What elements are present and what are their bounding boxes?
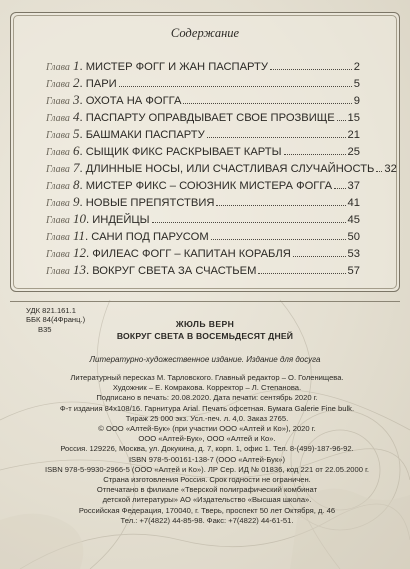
chapter-page-number: 5 <box>353 78 360 90</box>
chapter-word: Глава <box>46 215 70 226</box>
chapter-title: ОХОТА НА ФОГГА <box>85 95 182 107</box>
chapter-number: 13 <box>73 262 86 277</box>
book-title: ВОКРУГ СВЕТА В ВОСЕМЬДЕСЯТ ДНЕЙ <box>116 331 294 341</box>
toc-entry <box>46 228 360 244</box>
toc-entry <box>46 92 360 108</box>
chapter-word: Глава <box>46 249 70 260</box>
dot-leader <box>211 239 346 240</box>
imprint-line: © ООО «Алтей-Бук» (при участии ООО «Алтей и Ко»), 2020 г. <box>98 424 316 434</box>
toc-entry <box>46 194 360 210</box>
chapter-number-dot: . <box>86 248 90 260</box>
chapter-number: 7 <box>73 160 80 175</box>
section-divider <box>10 301 400 302</box>
author-name: ЖЮЛЬ ВЕРН <box>175 319 235 329</box>
chapter-title: МИСТЕР ФОГГ И ЖАН ПАСПАРТУ <box>85 61 268 73</box>
chapter-page-number: 57 <box>347 265 360 277</box>
chapter-page-number: 15 <box>347 112 360 124</box>
toc-entry <box>46 160 397 176</box>
chapter-number: 10 <box>73 211 86 226</box>
chapter-number: 2 <box>73 75 80 90</box>
imprint-line: ООО «Алтей-Бук», ООО «Алтей и Ко». <box>138 434 276 444</box>
chapter-word: Глава <box>46 96 70 107</box>
chapter-number-dot: . <box>86 214 90 226</box>
chapter-title: МИСТЕР ФИКС – СОЮЗНИК МИСТЕРА ФОГГА <box>85 180 333 192</box>
toc-entry <box>46 109 360 125</box>
chapter-title: СЫЩИК ФИКС РАСКРЫВАЕТ КАРТЫ <box>85 146 282 158</box>
imprint-line: Россия. 129226, Москва, ул. Докукина, д. 7, корп. 1, офис 1. Тел. 8-(499)-187-96-92. <box>60 444 354 454</box>
chapter-number: 8 <box>73 177 80 192</box>
imprint-line: ISBN 978-5-9930-2966-5 (ООО «Алтей и Ко»). ЛР Сер. ИД № 01836, код 221 от 22.05.2000 г. <box>44 464 370 474</box>
chapter-page-number: 21 <box>347 129 360 141</box>
toc-entry <box>46 58 360 74</box>
imprint-line: Ф-т издания 84х108/16. Гарнитура Arial. Печать офсетная. Бумага Galerie Fine bulk. <box>59 403 355 413</box>
chapter-number: 9 <box>73 194 80 209</box>
dot-leader <box>270 69 352 70</box>
chapter-title: БАШМАКИ ПАСПАРТУ <box>85 129 205 141</box>
dot-leader <box>284 154 346 155</box>
chapter-number-dot: . <box>79 95 83 107</box>
chapter-title: ФИЛЕАС ФОГГ – КАПИТАН КОРАБЛЯ <box>92 248 291 260</box>
chapter-word: Глава <box>46 198 70 209</box>
imprint-line: Художник – Е. Комракова. Корректор – Л. Степанова. <box>112 383 302 393</box>
chapter-word: Глава <box>46 130 70 141</box>
dot-leader <box>216 205 345 206</box>
imprint-line: Российская Федерация, 170040, г. Тверь, проспект 50 лет Октября, д. 46 <box>78 505 336 515</box>
chapter-title: САНИ ПОД ПАРУСОМ <box>91 231 209 243</box>
chapter-page-number: 41 <box>347 197 360 209</box>
dot-leader <box>119 86 352 87</box>
chapter-number: 12 <box>73 245 86 260</box>
chapter-page-number: 45 <box>347 214 360 226</box>
udk-code: УДК 821.161.1 <box>26 306 76 315</box>
toc-entry <box>46 211 360 227</box>
chapter-title: ДЛИННЫЕ НОСЫ, ИЛИ СЧАСТЛИВАЯ СЛУЧАЙНОСТЬ <box>85 163 375 175</box>
author-mark: В35 <box>38 324 52 334</box>
chapter-word: Глава <box>46 62 70 73</box>
imprint-text <box>22 373 392 526</box>
imprint-line: ISBN 978-5-00161-138-7 (ООО «Алтей-Бук») <box>128 454 286 464</box>
genre-line: Литературно-художественное издание. Издание для досуга <box>89 355 321 364</box>
chapter-number: 6 <box>73 143 80 158</box>
dot-leader <box>207 137 346 138</box>
chapter-number: 4 <box>73 109 80 124</box>
dot-leader <box>334 188 345 189</box>
chapter-number-dot: . <box>79 197 83 209</box>
dot-leader <box>337 120 346 121</box>
bbk-code: ББК 84(4Франц.) <box>26 315 86 325</box>
chapter-word: Глава <box>46 164 70 175</box>
dot-leader <box>293 256 346 257</box>
chapter-number-dot: . <box>79 78 83 90</box>
imprint-line: Литературный пересказ М. Тарловского. Главный редактор – О. Голенищева. <box>70 373 344 382</box>
chapter-word: Глава <box>46 113 70 124</box>
imprint-line: детской литературы» АО «Издательство «Высшая школа». <box>102 495 312 505</box>
toc-entry <box>46 126 360 142</box>
chapter-title: ВОКРУГ СВЕТА ЗА СЧАСТЬЕМ <box>92 265 257 277</box>
chapter-page-number: 2 <box>353 61 360 73</box>
imprint-line: Отпечатано в филиале «Тверской полиграфический комбинат <box>96 485 318 495</box>
chapter-title: ПАРИ <box>85 78 117 90</box>
chapter-number-dot: . <box>79 112 83 124</box>
chapter-number-dot: . <box>85 231 89 243</box>
chapter-word: Глава <box>46 181 70 192</box>
chapter-word: Глава <box>46 147 70 158</box>
chapter-number-dot: . <box>79 61 83 73</box>
chapter-word: Глава <box>46 266 70 277</box>
chapter-word: Глава <box>46 232 70 243</box>
chapter-page-number: 25 <box>347 146 360 158</box>
chapter-page-number: 37 <box>347 180 360 192</box>
dot-leader <box>152 222 346 223</box>
chapter-page-number: 9 <box>353 95 360 107</box>
chapter-number: 11 <box>73 228 86 243</box>
chapter-number-dot: . <box>79 129 83 141</box>
chapter-number-dot: . <box>79 146 83 158</box>
toc-entry <box>46 245 360 261</box>
chapter-page-number: 32 <box>384 163 397 175</box>
chapter-title: ПАСПАРТУ ОПРАВДЫВАЕТ СВОЕ ПРОЗВИЩЕ <box>85 112 335 124</box>
chapter-number: 1 <box>73 58 80 73</box>
chapter-title: НОВЫЕ ПРЕПЯТСТВИЯ <box>85 197 215 209</box>
chapter-number: 3 <box>73 92 80 107</box>
toc-entry <box>46 262 360 278</box>
imprint-line: Подписано в печать: 20.08.2020. Дата печати: сентябрь 2020 г. <box>96 393 318 403</box>
chapter-word: Глава <box>46 79 70 90</box>
chapter-number-dot: . <box>86 265 90 277</box>
dot-leader <box>376 171 382 172</box>
chapter-number-dot: . <box>79 163 83 175</box>
chapter-number-dot: . <box>79 180 83 192</box>
dot-leader <box>258 273 345 274</box>
chapter-page-number: 53 <box>347 248 360 260</box>
imprint-line: Страна изготовления Россия. Срок годности не ограничен. <box>103 475 311 485</box>
toc-entry <box>46 75 360 91</box>
imprint-line: Тел.: +7(4822) 44-85-98. Факс: +7(4822) 44-61-51. <box>120 515 294 525</box>
imprint-line: Тираж 25 000 экз. Усл.-печ. л. 4,0. Заказ 2765. <box>125 413 289 423</box>
toc-entry <box>46 177 360 193</box>
toc-title: Содержание <box>170 26 240 40</box>
dot-leader <box>183 103 351 104</box>
chapter-number: 5 <box>73 126 80 141</box>
toc-entry <box>46 143 360 159</box>
chapter-page-number: 50 <box>347 231 360 243</box>
chapter-title: ИНДЕЙЦЫ <box>92 214 150 226</box>
